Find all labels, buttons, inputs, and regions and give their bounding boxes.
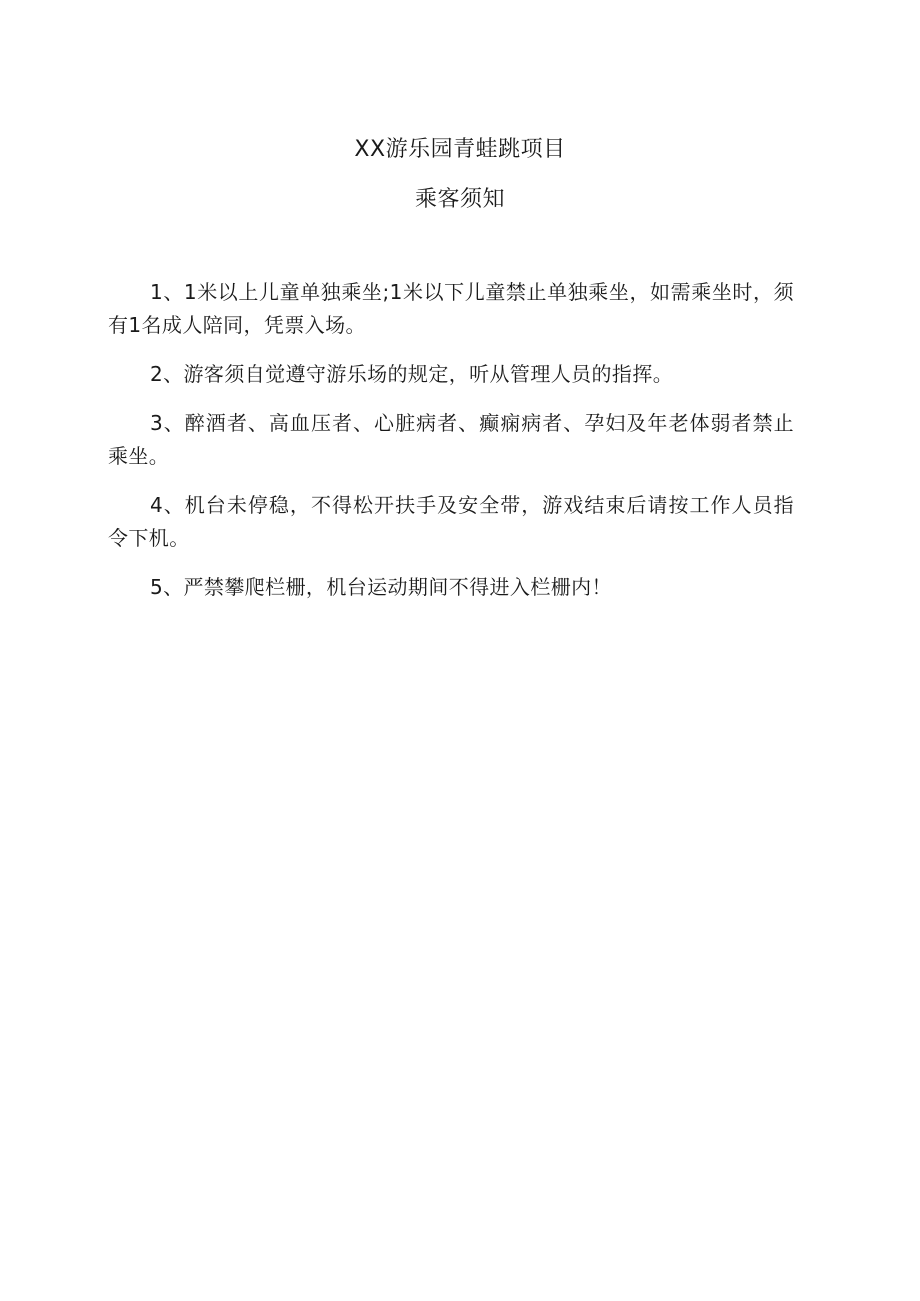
rule-paragraph-1: 1、1米以上儿童单独乘坐;1米以下儿童禁止单独乘坐，如需乘坐时，须有1名成人陪同，凭票入场。 — [108, 280, 794, 337]
document-body — [108, 276, 794, 620]
document-title: XX游乐园青蛙跳项目 — [354, 137, 566, 162]
rule-paragraph-5: 5、严禁攀爬栏栅，机台运动期间不得进入栏栅内！ — [150, 575, 612, 599]
rule-paragraph-4: 4、机台未停稳，不得松开扶手及安全带，游戏结束后请按工作人员指令下机。 — [108, 493, 794, 550]
rule-paragraph-3: 3、醉酒者、高血压者、心脏病者、癫痫病者、孕妇及年老体弱者禁止乘坐。 — [108, 411, 794, 468]
document-subtitle: 乘客须知 — [414, 187, 505, 212]
rule-paragraph-2: 2、游客须自觉遵守游乐场的规定，听从管理人员的指挥。 — [150, 362, 674, 386]
